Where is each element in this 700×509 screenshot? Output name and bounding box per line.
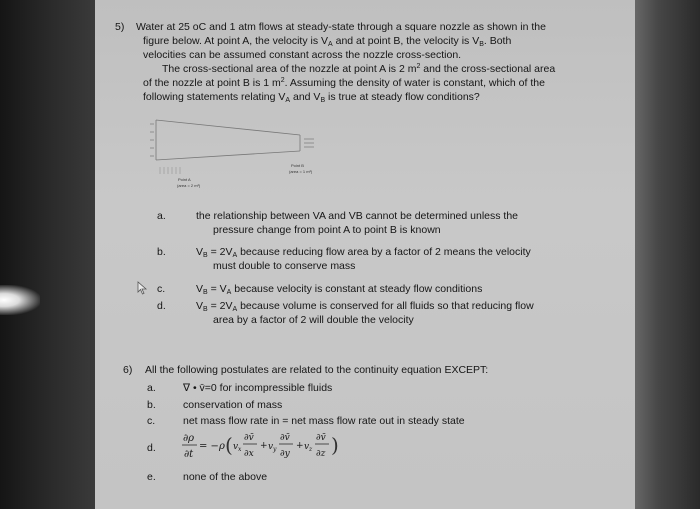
q5-number: 5) — [115, 21, 125, 33]
q5-option-a-letter: a. — [157, 210, 166, 222]
svg-text:∂v̄: ∂v̄ — [244, 433, 254, 443]
point-a-label: Point A — [178, 177, 191, 182]
svg-text:v: v — [304, 442, 310, 452]
point-b-label: Point B — [291, 163, 304, 168]
q5-option-b-letter: b. — [157, 246, 166, 258]
q6-option-b-letter: b. — [147, 399, 156, 411]
q6-option-d-letter: d. — [147, 442, 156, 454]
q5-line-1: Water at 25 oC and 1 atm flows at steady-state through a square nozzle as shown in the — [136, 21, 546, 33]
light-glare — [0, 285, 40, 315]
q5-option-a-line-1: the relationship between VA and VB cannot be determined unless the — [196, 210, 519, 222]
svg-text:v: v — [268, 442, 274, 452]
q5-line-3: velocities can be assumed constant across the nozzle cross-section. — [143, 49, 462, 61]
q5-option-d-line-2: area by a factor of 2 will double the velocity — [213, 314, 414, 326]
right-background — [630, 0, 700, 509]
svg-text:∂z: ∂z — [316, 449, 326, 459]
svg-text:+: + — [260, 441, 268, 451]
svg-text:∂y: ∂y — [280, 449, 290, 459]
svg-text:(: ( — [225, 433, 233, 457]
point-b-area: (area = 1 m²) — [289, 169, 313, 174]
svg-text:∂t: ∂t — [184, 449, 194, 460]
svg-text:z: z — [309, 446, 313, 453]
svg-text:= −: = − — [199, 441, 219, 452]
q6-option-c-text: net mass flow rate in = net mass flow rate out in steady state — [183, 415, 465, 427]
q6-option-b-text: conservation of mass — [183, 399, 283, 411]
svg-text:∂v̄: ∂v̄ — [280, 433, 290, 443]
q6-option-c-letter: c. — [147, 415, 156, 427]
q5-line-5: of the nozzle at point B is 1 $m^2$. Assuming the density of water is constant, which of the — [143, 77, 545, 89]
svg-text:∂x: ∂x — [244, 449, 254, 459]
q5-option-a-line-2: pressure change from point A to point B is known — [213, 224, 441, 236]
q6-option-e-letter: e. — [147, 471, 156, 483]
q5-line-4: The cross-sectional area of the nozzle at point A is 2 $m^2$ and the cross-sectional area — [162, 63, 556, 75]
svg-text:v: v — [233, 442, 239, 452]
svg-text:x: x — [238, 446, 242, 453]
q6-stem: All the following postulates are related to the continuity equation EXCEPT: — [145, 364, 489, 376]
q6-number: 6) — [123, 364, 133, 376]
q5-option-d-letter: d. — [157, 300, 166, 312]
q5-option-c-line-1: $V_B = V_A$ because velocity is constant at steady flow conditions — [196, 283, 483, 296]
svg-text:+: + — [296, 441, 304, 451]
left-background — [0, 0, 95, 509]
mouse-cursor-icon — [137, 281, 149, 295]
point-a-area: (area = 2 m²) — [177, 183, 201, 188]
q6-option-e-text: none of the above — [183, 471, 268, 483]
q5-option-b-line-2: must double to conserve mass — [213, 260, 356, 272]
q5-line-2: figure below. At point A, the velocity is $V_A$ and at point B, the velocity is $V_B$. Both — [143, 35, 512, 48]
document-page — [95, 0, 635, 509]
svg-text:∂ρ: ∂ρ — [183, 433, 195, 444]
q5-option-b-line-1: $V_B = 2V_A$ because reducing flow area by a factor of 2 means the velocity — [196, 246, 531, 259]
nozzle-figure — [150, 112, 330, 202]
q5-line-6: following statements relating $V_A$ and $V_B$ is true at steady flow conditions? — [143, 91, 480, 104]
svg-text:): ) — [331, 433, 339, 457]
q6-option-d-equation — [181, 428, 351, 464]
svg-text:ρ: ρ — [219, 441, 225, 452]
q6-option-a-text: ∇ • v̄=0 for incompressible fluids — [183, 382, 333, 394]
svg-text:∂v̄: ∂v̄ — [316, 433, 326, 443]
q6-option-a-letter: a. — [147, 382, 156, 394]
q5-option-d-line-1: $V_B = 2V_A$ because volume is conserved for all fluids so that reducing flow — [196, 300, 534, 313]
q5-option-c-letter: c. — [157, 283, 166, 295]
svg-text:y: y — [273, 446, 277, 453]
